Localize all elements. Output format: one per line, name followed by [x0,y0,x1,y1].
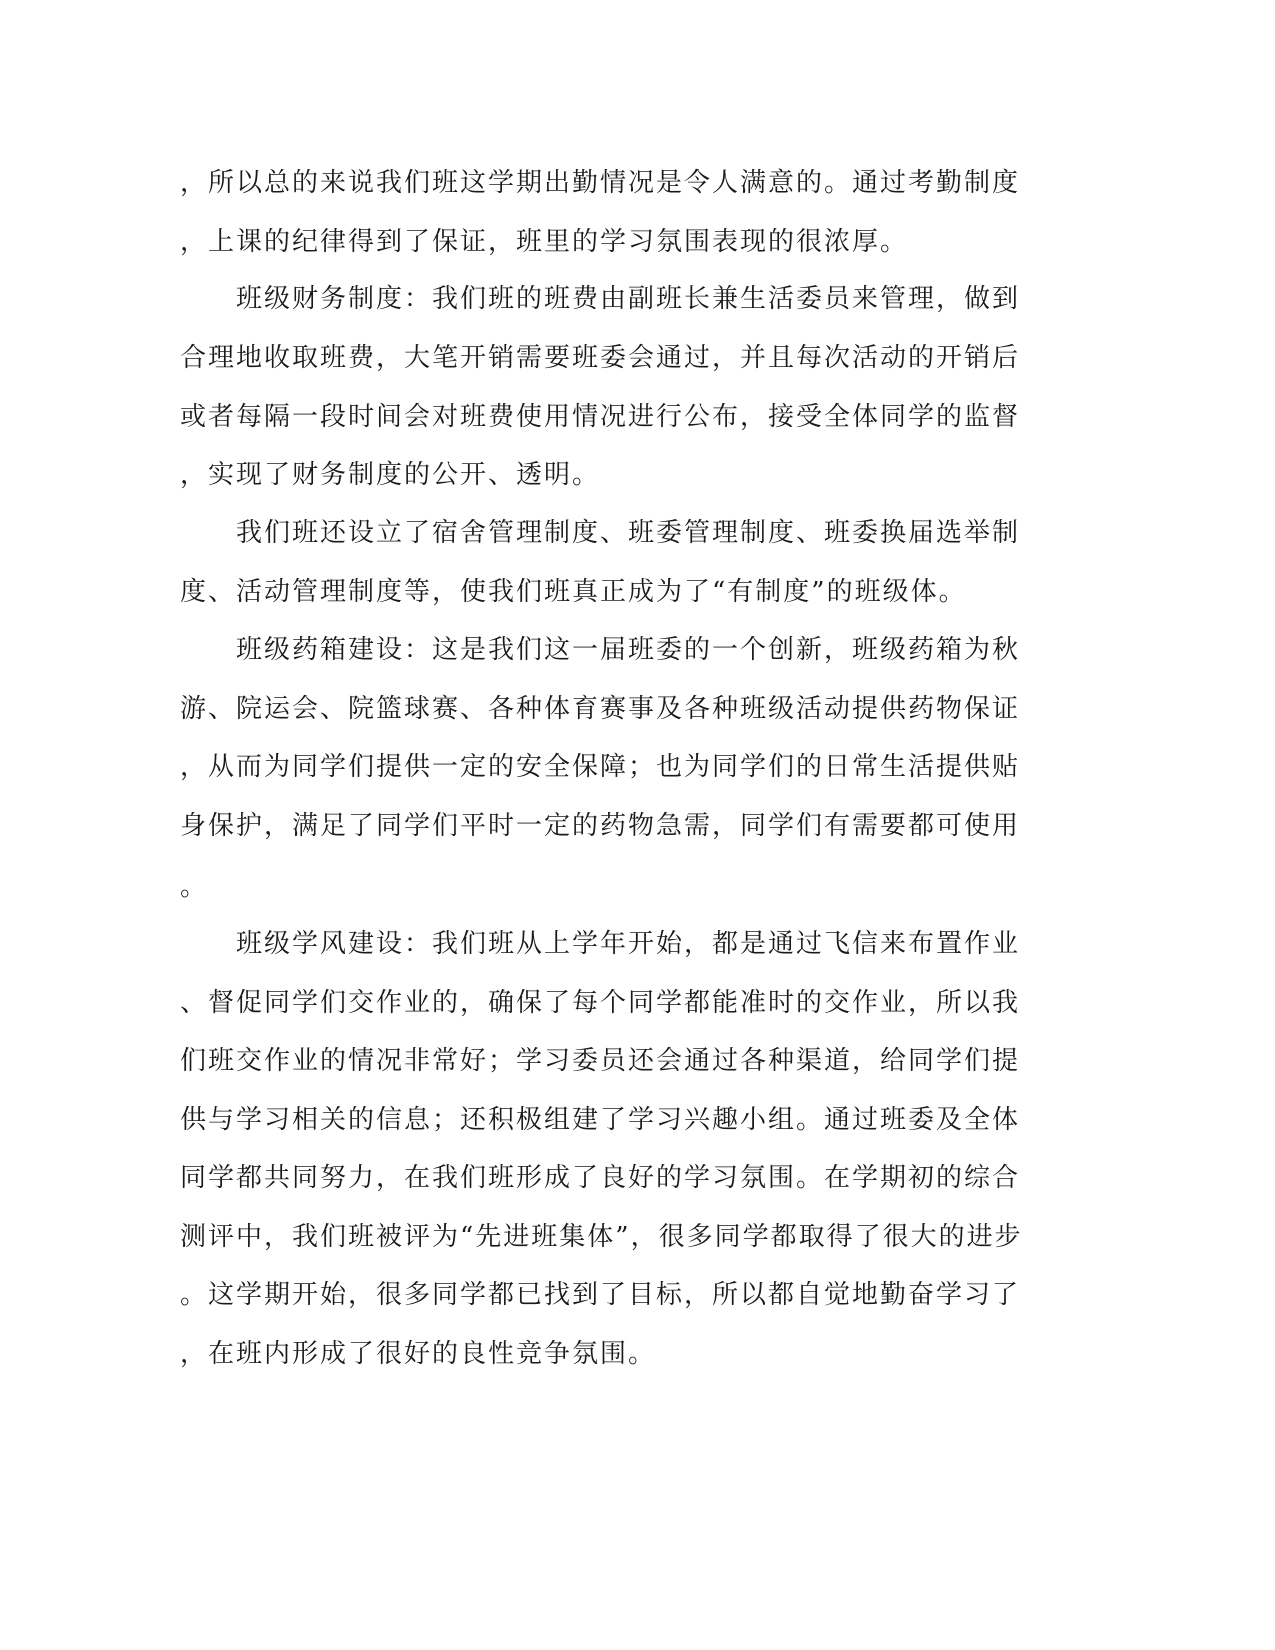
text-line: 。这学期开始，很多同学都已找到了目标，所以都自觉地勤奋学习了 [180,1280,1021,1310]
text-line: 身保护，满足了同学们平时一定的药物急需，同学们有需要都可使用 [180,811,1021,841]
text-line: 班级学风建设：我们班从上学年开始，都是通过飞信来布置作业 [180,929,1021,959]
text-line: 班级药箱建设：这是我们这一届班委的一个创新，班级药箱为秋 [180,635,1021,665]
text-line: 测评中，我们班被评为“先进班集体”，很多同学都取得了很大的进步 [180,1222,1023,1252]
text-line: 度、活动管理制度等，使我们班真正成为了“有制度”的班级体。 [180,577,967,607]
text-line: 同学都共同努力，在我们班形成了良好的学习氛围。在学期初的综合 [180,1163,1021,1193]
text-line: 我们班还设立了宿舍管理制度、班委管理制度、班委换届选举制 [180,518,1021,548]
text-line: 们班交作业的情况非常好；学习委员还会通过各种渠道，给同学们提 [180,1046,1021,1076]
text-line: ，实现了财务制度的公开、透明。 [180,460,601,490]
text-line: ，在班内形成了很好的良性竞争氛围。 [180,1339,657,1369]
text-line: 或者每隔一段时间会对班费使用情况进行公布，接受全体同学的监督 [180,402,1021,432]
text-line: ，上课的纪律得到了保证，班里的学习氛围表现的很浓厚。 [180,227,909,257]
text-line: 班级财务制度：我们班的班费由副班长兼生活委员来管理，做到 [180,284,1021,314]
text-line: ，从而为同学们提供一定的安全保障；也为同学们的日常生活提供贴 [180,752,1021,782]
text-line: 合理地收取班费，大笔开销需要班委会通过，并且每次活动的开销后 [180,343,1021,373]
text-line: ，所以总的来说我们班这学期出勤情况是令人满意的。通过考勤制度 [180,168,1021,198]
text-line: 游、院运会、院篮球赛、各种体育赛事及各种班级活动提供药物保证 [180,694,1021,724]
text-line: 、督促同学们交作业的，确保了每个同学都能准时的交作业，所以我 [180,988,1021,1018]
text-line: 。 [180,872,209,902]
text-line: 供与学习相关的信息；还积极组建了学习兴趣小组。通过班委及全体 [180,1105,1021,1135]
